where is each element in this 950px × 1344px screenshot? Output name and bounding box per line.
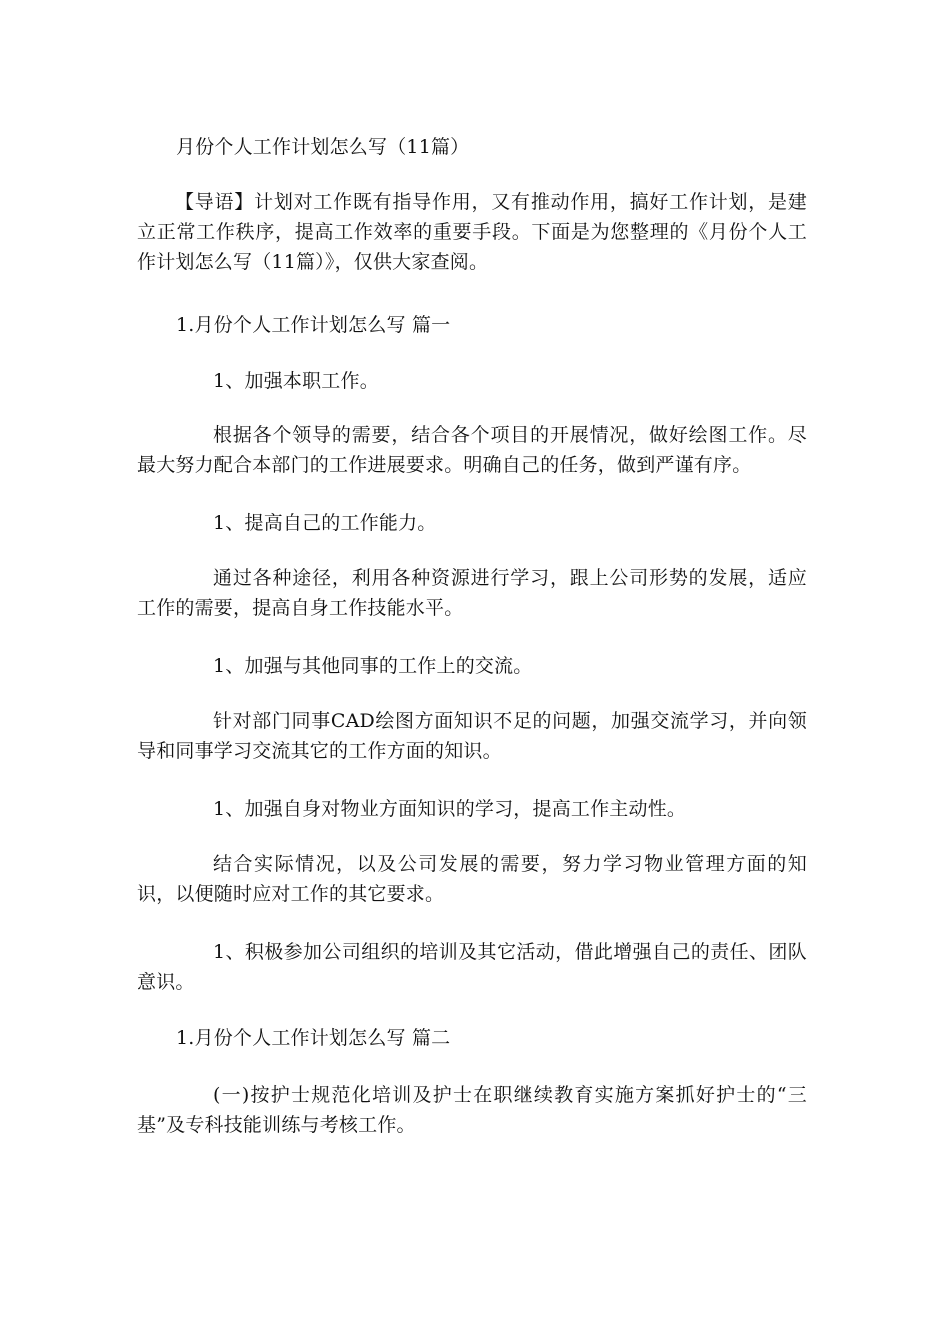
document-title: 月份个人工作计划怎么写（11篇） xyxy=(176,136,470,158)
section-1-item-4-title: 1、加强自身对物业方面知识的学习，提高工作主动性。 xyxy=(213,798,687,820)
section-1-item-5: 1、积极参加公司组织的培训及其它活动，借此增强自己的责任、团队意识。 xyxy=(137,941,807,993)
intro-paragraph: 【导语】计划对工作既有指导作用，又有推动作用，搞好工作计划，是建立正常工作秩序，提高工作效率的重要手段。下面是为您整理的《月份个人工作计划怎么写（11篇）》，仅供大家查阅。 xyxy=(137,191,807,273)
section-1-item-2-title: 1、提高自己的工作能力。 xyxy=(213,512,437,534)
section-2-heading: 1.月份个人工作计划怎么写 篇二 xyxy=(176,1027,451,1049)
section-1-item-1-body: 根据各个领导的需要，结合各个项目的开展情况，做好绘图工作。尽最大努力配合本部门的工作进展要求。明确自己的任务，做到严谨有序。 xyxy=(137,424,807,476)
section-1-heading: 1.月份个人工作计划怎么写 篇一 xyxy=(176,314,451,336)
section-2-item-1: (一)按护士规范化培训及护士在职继续教育实施方案抓好护士的“三基”及专科技能训练与考核工作。 xyxy=(137,1084,807,1136)
section-1-item-3-title: 1、加强与其他同事的工作上的交流。 xyxy=(213,655,533,677)
section-1-item-4-body: 结合实际情况，以及公司发展的需要，努力学习物业管理方面的知识，以便随时应对工作的其它要求。 xyxy=(137,853,807,905)
section-1-item-2-body: 通过各种途径，利用各种资源进行学习，跟上公司形势的发展，适应工作的需要，提高自身工作技能水平。 xyxy=(137,567,807,619)
section-1-item-1-title: 1、加强本职工作。 xyxy=(213,370,379,392)
section-1-item-3-body: 针对部门同事CAD绘图方面知识不足的问题，加强交流学习，并向领导和同事学习交流其它的工作方面的知识。 xyxy=(137,710,807,762)
